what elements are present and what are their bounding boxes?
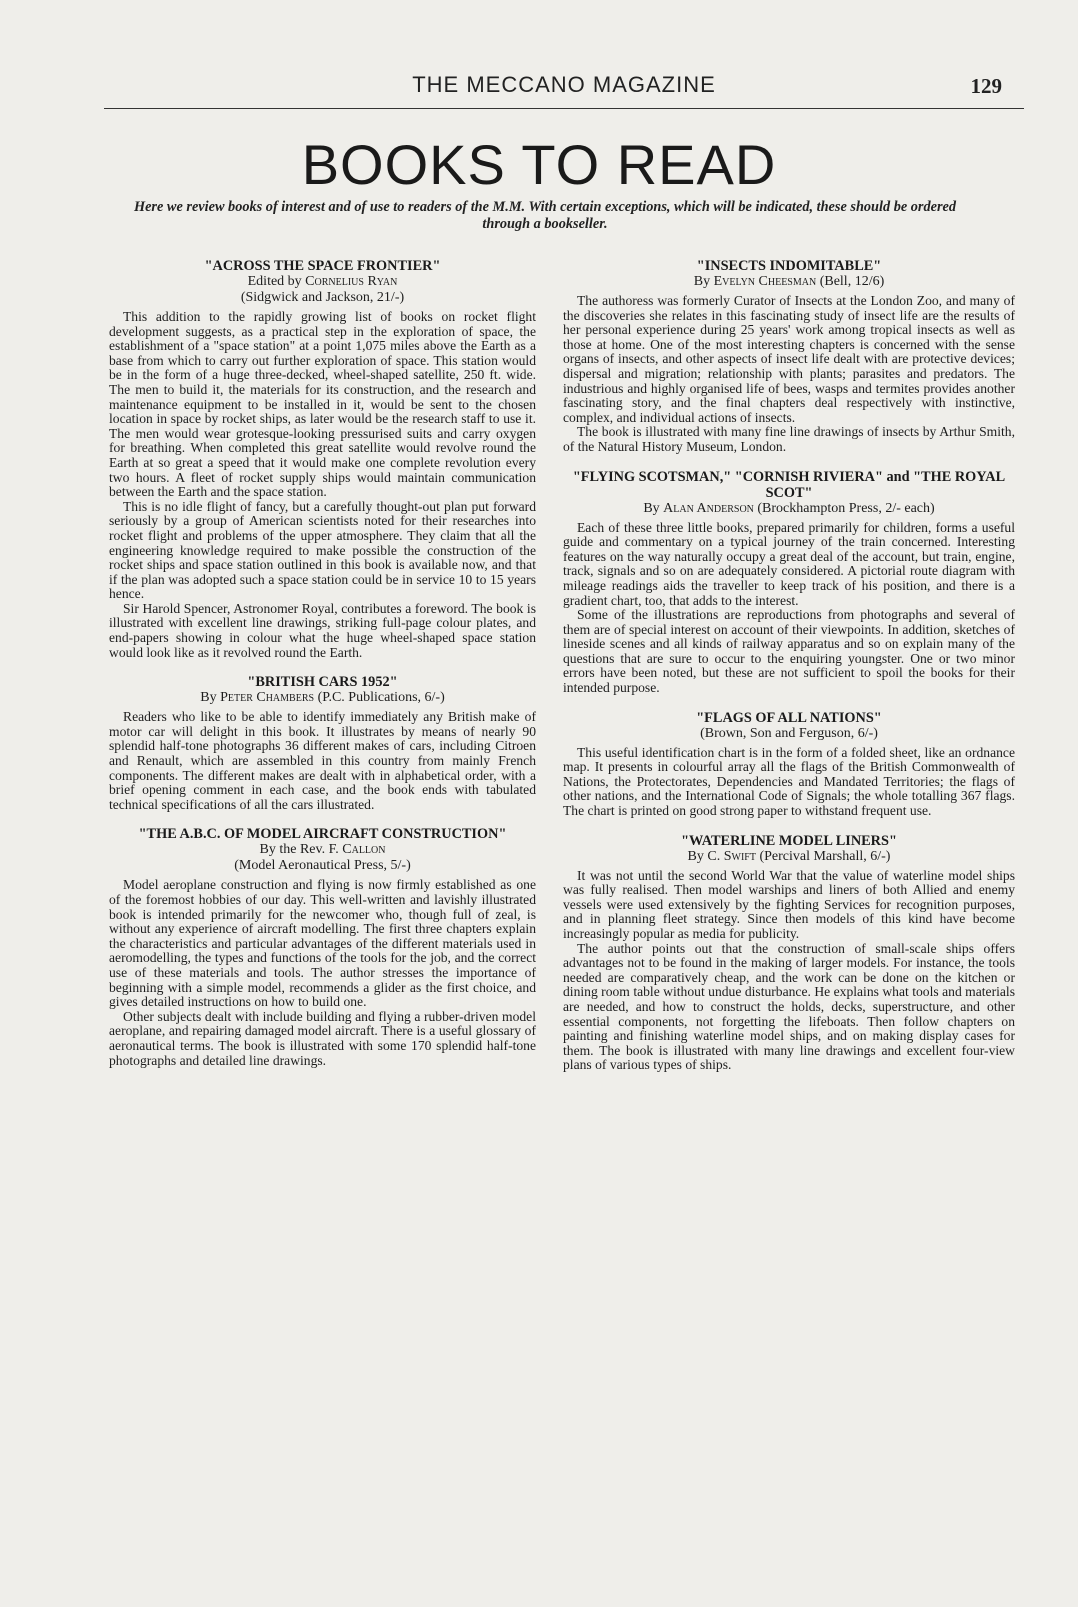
review-body bbox=[563, 746, 1015, 819]
review-across-the-space-frontier bbox=[109, 258, 536, 660]
paragraph: Some of the illustrations are reproductions from photographs and several of them are of special interest on account of their viewpoints. In addition, sketches of lineside scenes and all kinds of railway apparatus and so on explain many of the questions that are sure to occur to the enquiring youngster. One or two minor errors have been noted, but these are not sufficient to spoil the books for their intended purpose. bbox=[563, 607, 1015, 696]
paragraph: Model aeroplane construction and flying is now firmly established as one of the foremost hobbies of our day. This well-written and lavishly illustrated book is intended primarily for the newcomer who, though full of zeal, is without any experience of aircraft modelling. The first three chapters explain the characteristics and particular advantages of the different materials used in aeromodelling, the types and functions of the tools for the job, and the correct use of these materials and tools. The author stresses the importance of beginning with a simple model, recommends a glider as the first choice, and gives detailed instructions on how to build one. bbox=[109, 877, 536, 1010]
review-publisher: (Sidgwick and Jackson, 21/-) bbox=[240, 290, 405, 305]
review-abc-of-model-aircraft-construction bbox=[109, 826, 536, 1068]
intro-text: Here we review books of interest and of use to readers of the M.M. With certain exceptions, which will be indicated, these should be ordered through a bookseller. bbox=[133, 199, 957, 232]
review-body bbox=[109, 310, 536, 660]
review-author: Evelyn Cheesman bbox=[713, 274, 817, 289]
paragraph: Other subjects dealt with include building and flying a rubber-driven model aeroplane, and repairing damaged model aircraft. There is a useful glossary of aeronautical terms. The book is illustrated with some 170 splendid half-tone photographs and detailed line drawings. bbox=[109, 1008, 536, 1068]
page-number: 129 bbox=[970, 74, 1002, 98]
review-publisher: (Brown, Son and Ferguson, 6/-) bbox=[700, 725, 878, 741]
review-british-cars-1952 bbox=[109, 674, 536, 812]
review-byline: By Evelyn Cheesman (Bell, 12/6) bbox=[693, 274, 885, 289]
review-waterline-model-liners bbox=[563, 833, 1015, 1073]
review-body bbox=[109, 710, 536, 812]
review-byline: By the Rev. F. Callon bbox=[259, 842, 386, 858]
review-byline: Edited by Cornelius Ryan bbox=[247, 274, 398, 289]
review-author: Cornelius Ryan bbox=[305, 274, 398, 289]
review-body bbox=[109, 878, 536, 1068]
review-title: "ACROSS THE SPACE FRONTIER" bbox=[204, 258, 441, 274]
paragraph: The authoress was formerly Curator of Insects at the London Zoo, and many of the discoveries she relates in this fascinating study of insect life are the results of her personal experience during 25 years' work among tropical insects as well as those at home. One of the most interesting chapters is concerned with the sense organs of insects, and other aspects of insect life dealt with are protective devices; dispersal and migration; relationship with plants; parasites and predators. The industrious and highly organised life of bees, wasps and termites provides another fascinating story, and the final chapters deal respectively with instinctive, complex, and individual actions of insects. bbox=[563, 293, 1015, 425]
paragraph: This useful identification chart is in the form of a folded sheet, like an ordnance map. It presents in colourful array all the flags of the British Commonwealth of Nations, the Protectorates, Dependencies and Mandated Territories; the flags of other nations, and the International Code of Signals; the whole totalling 367 flags. The chart is printed on good strong paper to withstand frequent use. bbox=[563, 744, 1015, 819]
review-title: "INSECTS INDOMITABLE" bbox=[696, 258, 882, 274]
review-flying-scotsman bbox=[563, 469, 1015, 696]
paragraph: Readers who like to be able to identify immediately any British make of motor car will delight in this book. It illustrates by means of nearly 90 splendid half-tone photographs 36 different makes of cars, including Citroen and Renault, which are assembled in this country from mainly French components. The different makes are dealt with in alphabetical order, with a brief opening comment in each case, and the book ends with tabulated technical specifications of all the cars illustrated. bbox=[109, 709, 536, 812]
left-column bbox=[109, 258, 536, 1082]
review-body bbox=[563, 294, 1015, 455]
running-head bbox=[104, 70, 1024, 109]
review-author: F. Callon bbox=[328, 842, 386, 858]
review-author: C. Swift bbox=[707, 848, 756, 864]
paragraph: This addition to the rapidly growing list of books on rocket flight development suggests, as a practical step in the exploration of space, the establishment of a "space station" at a point 1,075 miles above the Earth as a base from which to carry out further exploration of space. This station would be in the form of a huge three-decked, wheel-shaped satellite, 250 ft. wide. The men to build it, the materials for its construction, and the research and maintenance equipment to be installed in it, would be sent to the chosen location in space by rocket ships, as later would be the research staff to use it. The men would wear grotesque-looking pressurised suits and carry oxygen for breathing. When completed this great satellite would revolve round the Earth at so great a speed that it would make one complete revolution every two hours. A fleet of rocket supply ships would maintain communication between the Earth and the space station. bbox=[109, 309, 536, 500]
review-author: Alan Anderson bbox=[663, 500, 754, 516]
review-title: "FLYING SCOTSMAN," "CORNISH RIVIERA" and "THE ROYAL SCOT" bbox=[572, 468, 1006, 501]
review-author: Peter Chambers bbox=[220, 690, 315, 706]
right-column bbox=[563, 258, 1015, 1087]
review-byline: By Peter Chambers (P.C. Publications, 6/-) bbox=[200, 690, 445, 706]
paragraph: Sir Harold Spencer, Astronomer Royal, contributes a foreword. The book is illustrated with excellent line drawings, striking full-page colour plates, and end-papers showing in colour what the huge wheel-shaped space station would look like as it revolved round the Earth. bbox=[109, 600, 536, 660]
paragraph: This is no idle flight of fancy, but a carefully thought-out plan put forward seriously by a group of American scientists noted for their researches into rocket flight and problems of the upper atmosphere. They claim that all the engineering knowledge required to make possible the construction of the rocket ships and space station outlined in this book is available now, and that if the plan was adopted such a space station could be in service 10 to 15 years hence. bbox=[109, 498, 536, 602]
review-title: "THE A.B.C. OF MODEL AIRCRAFT CONSTRUCTION" bbox=[138, 826, 507, 843]
review-title: "FLAGS OF ALL NATIONS" bbox=[696, 709, 882, 726]
review-insects-indomitable bbox=[563, 258, 1015, 455]
paragraph: It was not until the second World War that the value of waterline model ships was fully realised. Then model warships and liners of both Allied and enemy vessels were used extensively by the fighting Services for recognition purposes, and in planning fleet strategy. Since then models of this kind have become increasingly popular as media for publicity. bbox=[563, 867, 1015, 941]
review-byline: By C. Swift (Percival Marshall, 6/-) bbox=[687, 848, 891, 864]
review-byline: By Alan Anderson (Brockhampton Press, 2/- each) bbox=[643, 500, 935, 516]
paragraph: The book is illustrated with many fine line drawings of insects by Arthur Smith, of the Natural History Museum, London. bbox=[563, 424, 1015, 454]
review-flags-of-all-nations bbox=[563, 710, 1015, 819]
review-body bbox=[563, 521, 1015, 696]
page-title: BOOKS TO READ bbox=[301, 133, 777, 196]
review-publisher: (Model Aeronautical Press, 5/-) bbox=[234, 858, 411, 874]
paragraph: Each of these three little books, prepared primarily for children, forms a useful guide and commentary on a typical journey of the train concerned. Interesting features on the way naturally occupy a great deal of the account, but train, engine, track, signals and so on are adequately considered. A pictorial route diagram with mileage readings aids the traveller to keep track of his position, and there is a gradient chart, too, that adds to the interest. bbox=[563, 519, 1015, 608]
review-body bbox=[563, 869, 1015, 1073]
magazine-title: THE MECCANO MAGAZINE bbox=[412, 72, 716, 97]
review-title: "WATERLINE MODEL LINERS" bbox=[681, 832, 897, 849]
review-title: "BRITISH CARS 1952" bbox=[247, 674, 398, 691]
paragraph: The author points out that the construction of small-scale ships offers advantages not to be found in the making of larger models. For instance, the tools needed are comparatively cheap, and the work can be done on the kitchen or dining room table without undue disturbance. He explains what tools and materials are needed, and how to construct the holds, decks, superstructure, and other essential components, not forgetting the lifeboats. Then follow chapters on painting and finishing waterline model ships, and on making display cases for them. The book is illustrated with many line drawings and excellent four-view plans of various types of ships. bbox=[563, 940, 1015, 1073]
